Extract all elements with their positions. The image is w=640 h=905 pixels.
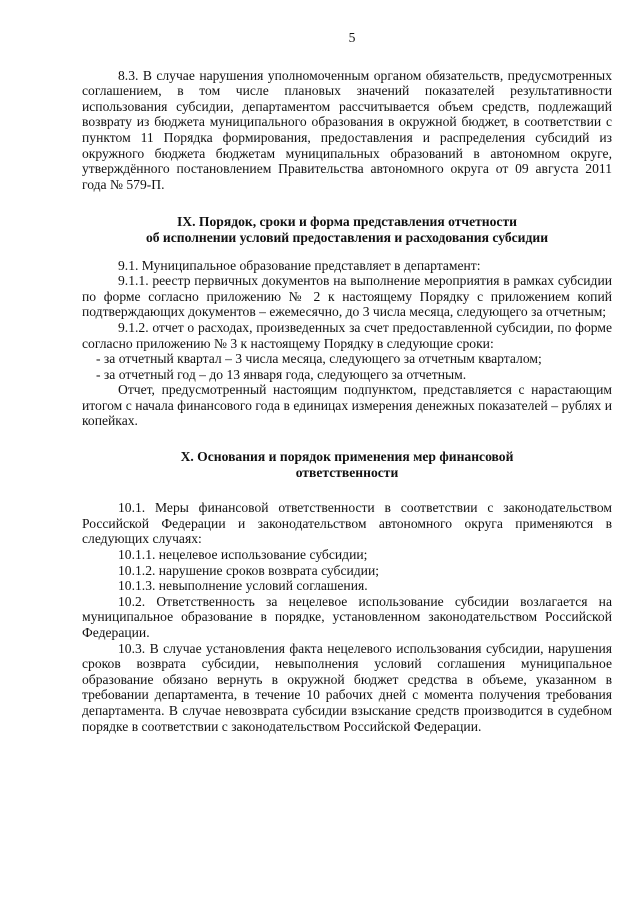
document-page [82, 30, 612, 734]
section-ix-heading-line1: IX. Порядок, сроки и форма представления отчетности [177, 214, 517, 230]
paragraph-10-1-3: 10.1.3. невыполнение условий соглашения. [118, 578, 368, 594]
paragraph-9-1-2: 9.1.2. отчет о расходах, произведенных за счет предоставленной субсидии, по форме согласно приложению № 3 к настоящему Порядку в следующие сроки: [82, 319, 612, 351]
paragraph-9-1-1: 9.1.1. реестр первичных документов на выполнение мероприятия в рамках субсидии по форме согласно приложению № 2 к настоящему Порядку с приложением копий подтверждающих документов – ежемесячно, до 3 числа месяца, следующего за отчетным; [82, 273, 612, 320]
page-number: 5 [348, 30, 356, 45]
paragraph-report-note: Отчет, предусмотренный настоящим подпунктом, представляется с нарастающим итогом с начала финансового года в единицах измерения денежных показателей – рублях и копейках. [82, 382, 612, 429]
list-item-quarter: - за отчетный квартал – 3 числа месяца, следующего за отчетным кварталом; [96, 351, 542, 367]
section-ix-heading-line2: об исполнении условий предоставления и расходования субсидии [145, 229, 549, 245]
list-item-year: - за отчетный год – до 13 января года, следующего за отчетным. [96, 366, 467, 382]
paragraph-10-2: 10.2. Ответственность за нецелевое использование субсидии возлагается на муниципальное образование в порядке, установленном законодательством Российской Федерации. [82, 593, 612, 640]
section-x-heading [82, 449, 612, 480]
section-x-heading-line1: X. Основания и порядок применения мер финансовой [180, 449, 514, 465]
paragraph-10-3: 10.3. В случае установления факта нецелевого использования субсидии, нарушения сроков возврата субсидии, невыполнения условий соглашения муниципальное образование обязано вернуть в окружной бюджет средства в объеме, указанном в требовании департамента, в течение 10 рабочих дней с момента получения требования департамента. В случае невозврата субсидии взыскание средств производится в судебном порядке в соответствии с законодательством Российской Федерации. [82, 640, 612, 734]
paragraph-9-1: 9.1. Муниципальное образование представляет в департамент: [118, 257, 481, 273]
paragraph-10-1-1: 10.1.1. нецелевое использование субсидии; [118, 547, 368, 563]
paragraph-8-3: 8.3. В случае нарушения уполномоченным органом обязательств, предусмотренных соглашением, в том числе плановых значений показателей результативности использования субсидии, департаментом рассчитывается объем средств, подлежащий возврату из бюджета муниципального образования в окружной бюджет, в соответствии с пунктом 11 Порядка формирования, предоставления и распределения субсидий из окружного бюджета бюджетам муниципальных образований в автономном округе, утверждённого постановлением Правительства автономного округа от 09 августа 2011 года № 579-П. [82, 67, 612, 192]
section-ix-heading [82, 214, 612, 245]
section-x-heading-line2: ответственности [295, 464, 399, 480]
paragraph-10-1-2: 10.1.2. нарушение сроков возврата субсидии; [118, 562, 380, 578]
paragraph-10-1: 10.1. Меры финансовой ответственности в соответствии с законодательством Российской Федерации и законодательством автономного округа применяются в следующих случаях: [82, 500, 612, 547]
